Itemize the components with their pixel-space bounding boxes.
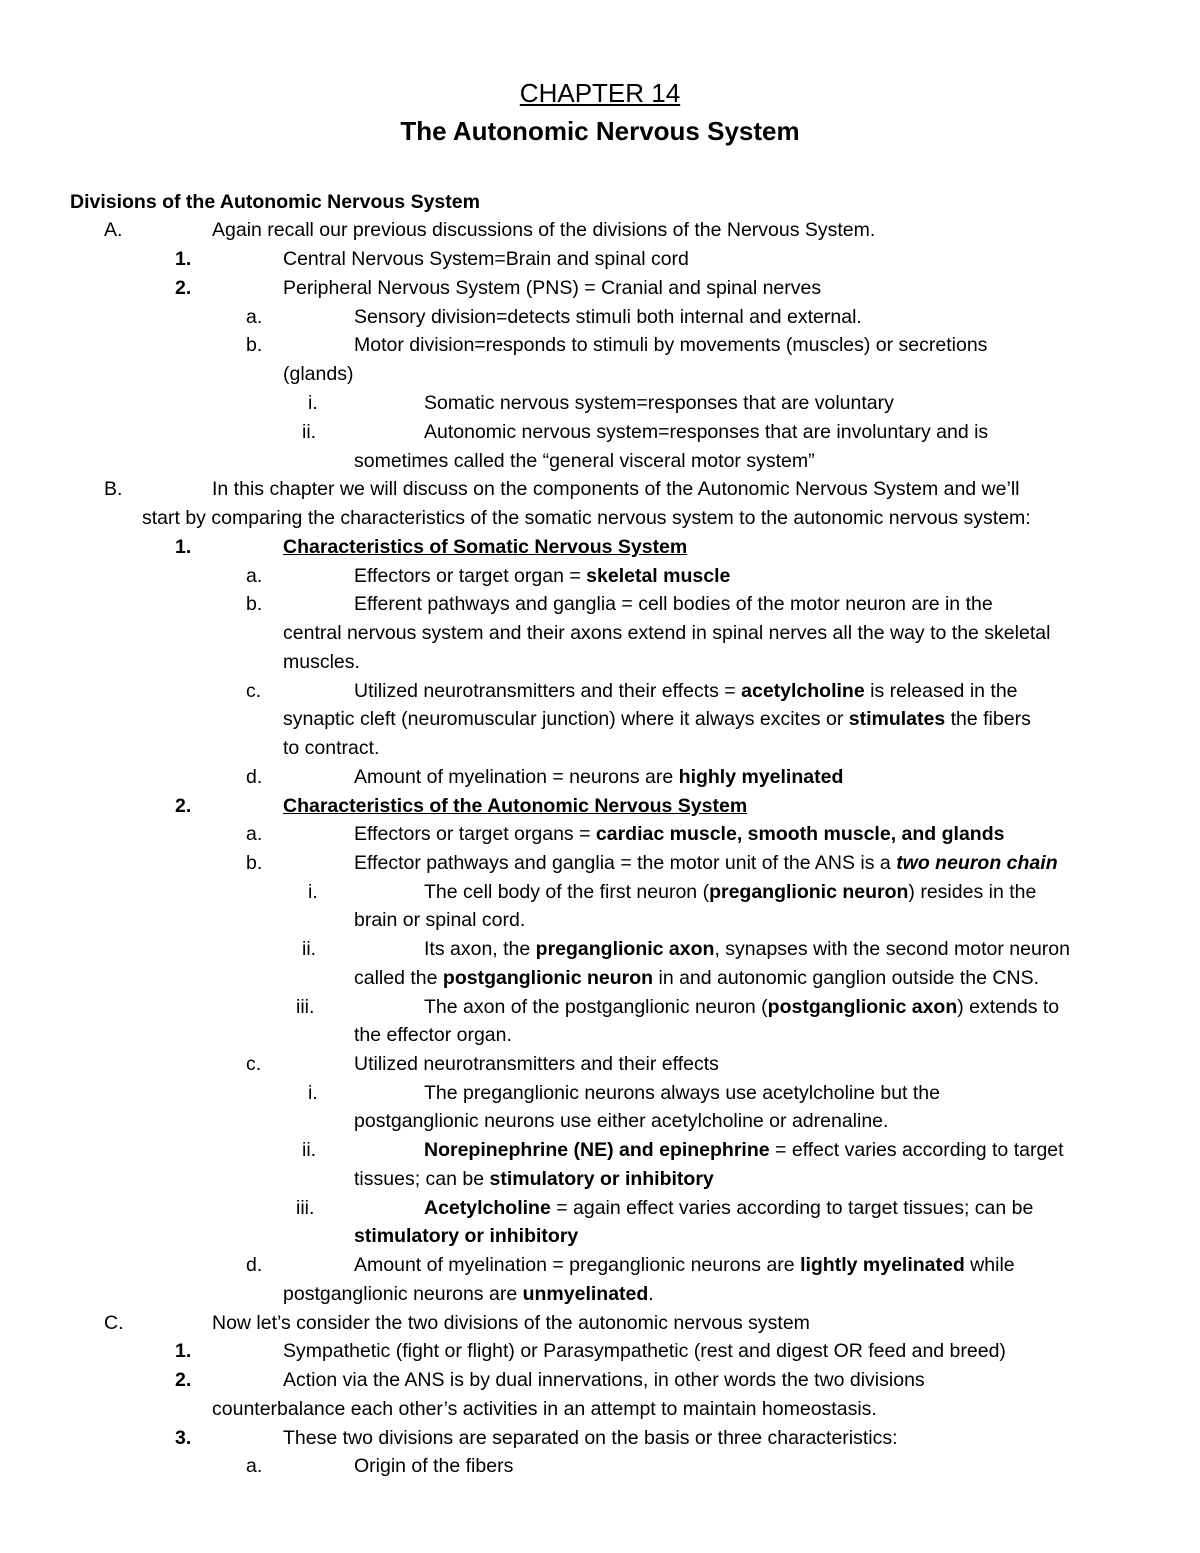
outline-C1-text: Sympathetic (fight or flight) or Parasympathetic (rest and digest OR feed and breed) [283,1340,1006,1362]
outline-marker-B1a: a. [246,565,263,587]
outline-B2bi-line1: The cell body of the first neuron (preganglionic neuron) resides in the [424,881,1037,903]
outline-B1b-line1: Efferent pathways and ganglia = cell bodies of the motor neuron are in the [354,593,993,615]
outline-A2bii-line1: Autonomic nervous system=responses that are involuntary and is [424,421,989,443]
outline-B2biii-line2: the effector organ. [354,1024,512,1046]
outline-marker-C1: 1. [175,1340,192,1362]
outline-marker-A2bi: i. [308,392,318,414]
outline-marker-B1d: d. [246,766,263,788]
outline-B2bii-line2: called the postganglionic neuron in and autonomic ganglion outside the CNS. [354,967,1039,989]
outline-B1a-text: Effectors or target organ = skeletal muscle [354,565,731,587]
outline-marker-A: A. [104,219,123,241]
outline-marker-B2: 2. [175,795,192,817]
outline-B2cii-line2: tissues; can be stimulatory or inhibitory [354,1168,714,1190]
outline-C3-text: These two divisions are separated on the basis or three characteristics: [283,1427,898,1449]
outline-marker-C3a: a. [246,1455,263,1477]
outline-marker-B2c: c. [246,1053,262,1075]
outline-B2ciii-line1: Acetylcholine = again effect varies according to target tissues; can be [424,1197,1034,1219]
outline-C2-line2: counterbalance each other’s activities in an attempt to maintain homeostasis. [212,1398,877,1420]
outline-B1b-line2: central nervous system and their axons extend in spinal nerves all the way to the skeletal [283,622,1051,644]
outline-B1d-text: Amount of myelination = neurons are highly myelinated [354,766,844,788]
outline-marker-C3: 3. [175,1427,192,1449]
chapter-label: CHAPTER 14 [519,78,681,108]
outline-marker-A2a: a. [246,306,263,328]
outline-B1-heading: Characteristics of Somatic Nervous System [283,536,688,558]
outline-B2biii-line1: The axon of the postganglionic neuron (postganglionic axon) extends to [424,996,1060,1018]
outline-B2ci-line1: The preganglionic neurons always use acetylcholine but the [424,1082,940,1104]
outline-B1b-line3: muscles. [283,651,360,673]
outline-B1c-line3: to contract. [283,737,380,759]
outline-C-text: Now let’s consider the two divisions of the autonomic nervous system [212,1312,810,1334]
outline-A1-text: Central Nervous System=Brain and spinal cord [283,248,689,270]
outline-A2a-text: Sensory division=detects stimuli both internal and external. [354,306,862,328]
outline-marker-B1c: c. [246,680,262,702]
outline-B2ciii-line2: stimulatory or inhibitory [354,1225,579,1247]
outline-marker-C: C. [104,1312,124,1334]
outline-marker-B2a: a. [246,823,263,845]
outline-B2ci-line2: postganglionic neurons use either acetylcholine or adrenaline. [354,1110,889,1132]
chapter-title: The Autonomic Nervous System [400,116,800,146]
outline-marker-B1: 1. [175,536,192,558]
outline-A2bi-text: Somatic nervous system=responses that are voluntary [424,392,894,414]
outline-marker-B2d: d. [246,1254,263,1276]
outline-marker-A2b: b. [246,334,263,356]
outline-marker-B2ci: i. [308,1082,318,1104]
outline-B2cii-line1: Norepinephrine (NE) and epinephrine = effect varies according to target [424,1139,1064,1161]
outline-B1c-line2: synaptic cleft (neuromuscular junction) where it always excites or stimulates the fibers [283,708,1031,730]
outline-marker-A2bii: ii. [302,421,317,443]
outline-marker-B2bii: ii. [302,938,317,960]
outline-A2b-line2: (glands) [283,363,354,385]
outline-marker-A1: 1. [175,248,192,270]
outline-A2b-line1: Motor division=responds to stimuli by movements (muscles) or secretions [354,334,988,356]
outline-B2bi-line2: brain or spinal cord. [354,909,526,931]
outline-marker-B2cii: ii. [302,1139,317,1161]
outline-C3a-text: Origin of the fibers [354,1455,514,1477]
outline-B2-heading: Characteristics of the Autonomic Nervous System [283,795,748,817]
outline-marker-A2: 2. [175,277,192,299]
outline-C2-line1: Action via the ANS is by dual innervations, in other words the two divisions [283,1369,925,1391]
outline-B2d-line1: Amount of myelination = preganglionic neurons are lightly myelinated while [354,1254,1015,1276]
outline-marker-C2: 2. [175,1369,192,1391]
outline-B2a-text: Effectors or target organs = cardiac muscle, smooth muscle, and glands [354,823,1005,845]
outline-marker-B: B. [104,478,123,500]
outline-B2d-line2: postganglionic neurons are unmyelinated. [283,1283,654,1305]
outline-A-text: Again recall our previous discussions of the divisions of the Nervous System. [212,219,876,241]
outline-B2b-text: Effector pathways and ganglia = the motor unit of the ANS is a two neuron chain [354,852,1058,874]
outline-B2c-text: Utilized neurotransmitters and their effects [354,1053,719,1075]
outline-A2-text: Peripheral Nervous System (PNS) = Cranial and spinal nerves [283,277,822,299]
outline-B1c-line1: Utilized neurotransmitters and their effects = acetylcholine is released in the [354,680,1018,702]
outline-marker-B2b: b. [246,852,263,874]
section-heading: Divisions of the Autonomic Nervous System [70,191,480,213]
outline-B2bii-line1: Its axon, the preganglionic axon, synapses with the second motor neuron [424,938,1070,960]
outline-A2bii-line2: sometimes called the “general visceral motor system” [354,450,815,472]
outline-B-line2: start by comparing the characteristics of the somatic nervous system to the autonomic nervous system: [142,507,1031,529]
outline-marker-B2bi: i. [308,881,318,903]
outline-marker-B2biii: iii. [296,996,315,1018]
outline-marker-B1b: b. [246,593,263,615]
outline-B-line1: In this chapter we will discuss on the components of the Autonomic Nervous System and we’ll [212,478,1020,500]
outline-marker-B2ciii: iii. [296,1197,315,1219]
